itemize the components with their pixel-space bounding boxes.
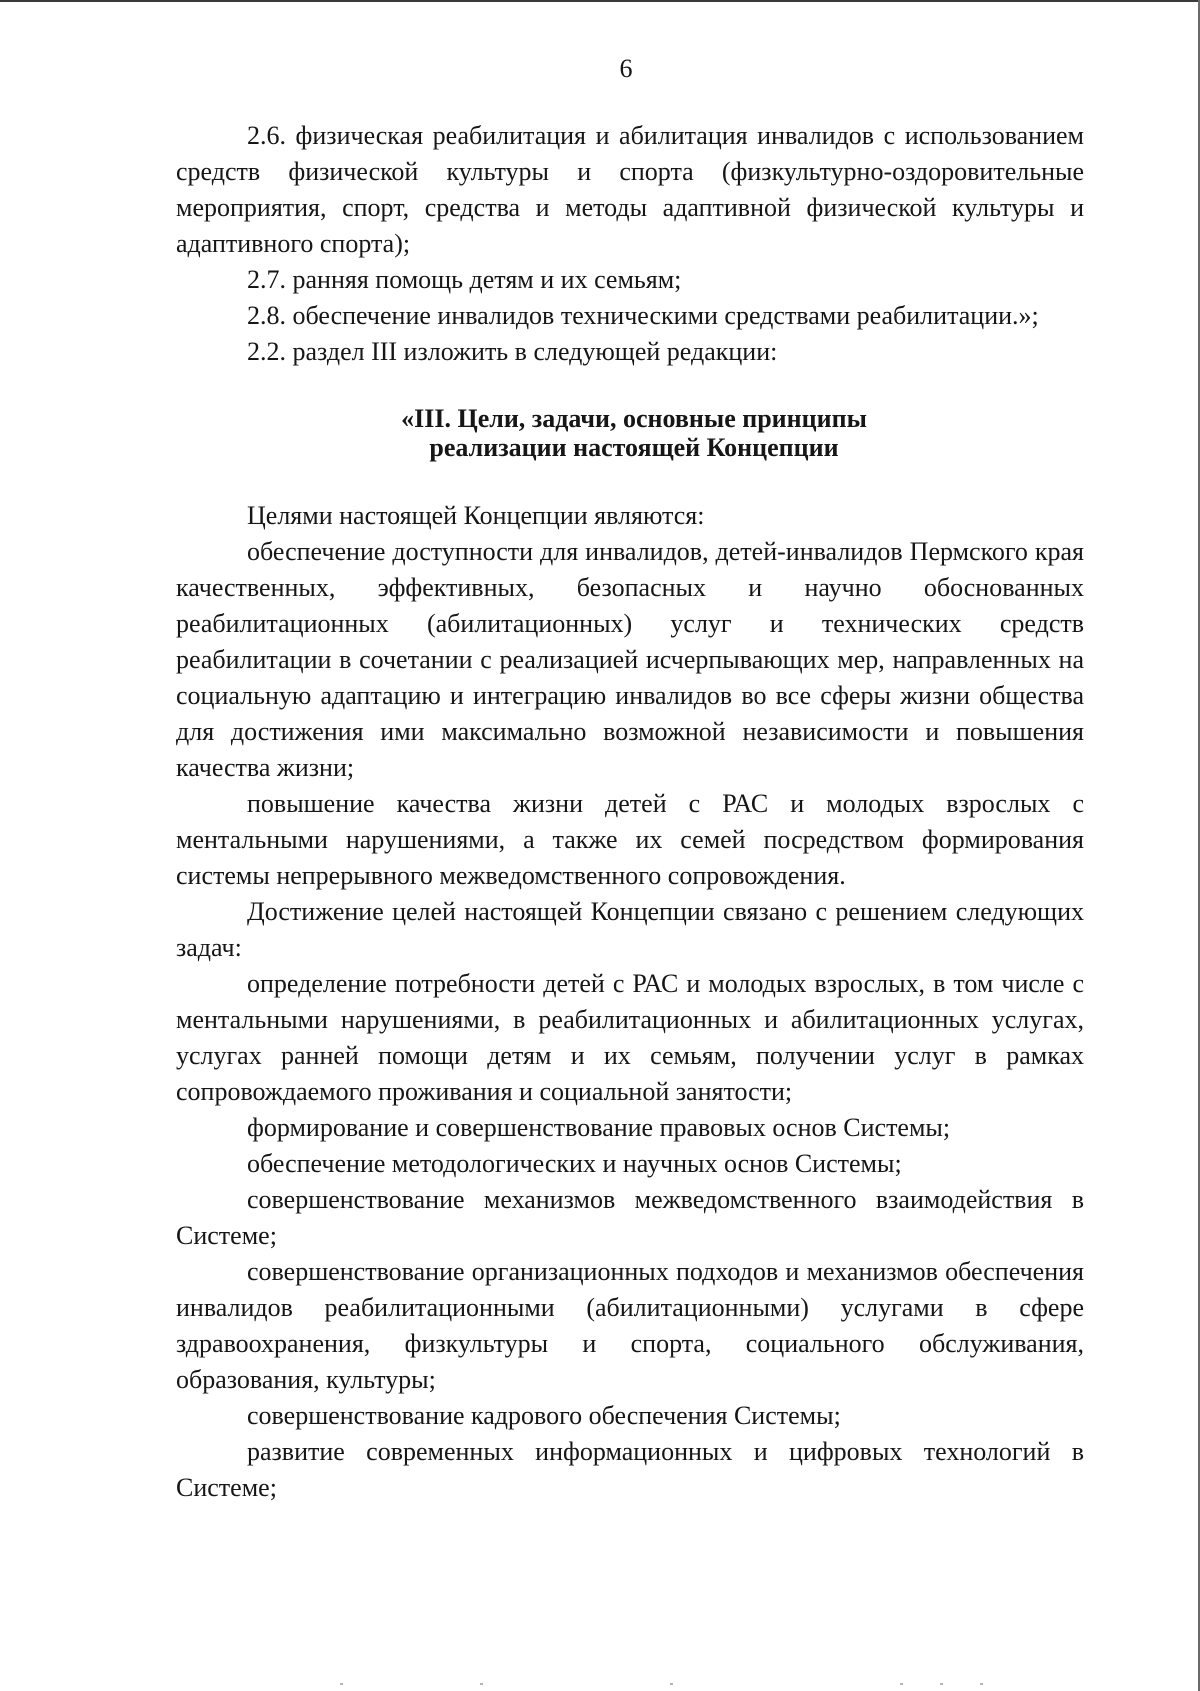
scan-specks: [340, 1683, 1040, 1687]
scan-speck: [480, 1683, 483, 1685]
paragraph-task-7: развитие современных информационных и цифровых технологий в Системе;: [176, 1437, 1084, 1502]
scan-speck: [980, 1683, 983, 1685]
paragraph-goals-intro: Целями настоящей Концепции являются:: [247, 501, 705, 530]
page-number: 6: [619, 54, 633, 83]
paragraph-2-2: 2.2. раздел III изложить в следующей редакции:: [247, 337, 778, 366]
paragraph-task-1: определение потребности детей с РАС и молодых взрослых, в том числе с ментальными нарушениями, в реабилитационных и абилитационных услугах, услугах ранней помощи детям и их семьям, получении услуг в рамках сопровождаемого проживания и социальной занятости;: [176, 969, 1084, 1106]
paragraph-task-5: совершенствование организационных подходов и механизмов обеспечения инвалидов реабилитационными (абилитационными) услугами в сфере здравоохранения, физкультуры и спорта, социального обслуживания, образования, культуры;: [176, 1257, 1084, 1394]
paragraph-goal-2: повышение качества жизни детей с РАС и молодых взрослых с ментальными нарушениями, а также их семей посредством формирования системы непрерывного межведомственного сопровождения.: [176, 789, 1084, 890]
scan-speck: [670, 1683, 673, 1685]
paragraph-task-3: обеспечение методологических и научных основ Системы;: [247, 1149, 902, 1178]
paragraph-task-4: совершенствование механизмов межведомственного взаимодействия в Системе;: [176, 1185, 1084, 1250]
scan-speck: [900, 1683, 903, 1685]
section-heading-line-1: «III. Цели, задачи, основные принципы: [401, 404, 867, 433]
paragraph-tasks-intro: Достижение целей настоящей Концепции связано с решением следующих задач:: [176, 897, 1084, 962]
scan-speck: [940, 1683, 943, 1685]
paragraph-task-6: совершенствование кадрового обеспечения Системы;: [247, 1401, 841, 1430]
section-heading-line-2: реализации настоящей Концепции: [429, 433, 839, 462]
paragraph-2-6: 2.6. физическая реабилитация и абилитация инвалидов с использованием средств физической культуры и спорта (физкультурно-оздоровительные мероприятия, спорт, средства и методы адаптивной физической культуры и адаптивного спорта);: [176, 121, 1084, 258]
paragraph-2-8: 2.8. обеспечение инвалидов техническими средствами реабилитации.»;: [247, 301, 1039, 330]
scan-speck: [340, 1683, 343, 1685]
scan-edge-top: [0, 0, 1200, 2]
section-heading: [176, 404, 1084, 462]
paragraph-2-7: 2.7. ранняя помощь детям и их семьям;: [247, 265, 682, 294]
paragraph-task-2: формирование и совершенствование правовых основ Системы;: [247, 1113, 951, 1142]
paragraph-goal-1: обеспечение доступности для инвалидов, детей-инвалидов Пермского края качественных, эффективных, безопасных и научно обоснованных реабилитационных (абилитационных) услуг и технических средств реабилитации в сочетании с реализацией исчерпывающих мер, направленных на социальную адаптацию и интеграцию инвалидов во все сферы жизни общества для достижения ими максимально возможной независимости и повышения качества жизни;: [176, 537, 1084, 782]
document-body: [176, 118, 1084, 1506]
